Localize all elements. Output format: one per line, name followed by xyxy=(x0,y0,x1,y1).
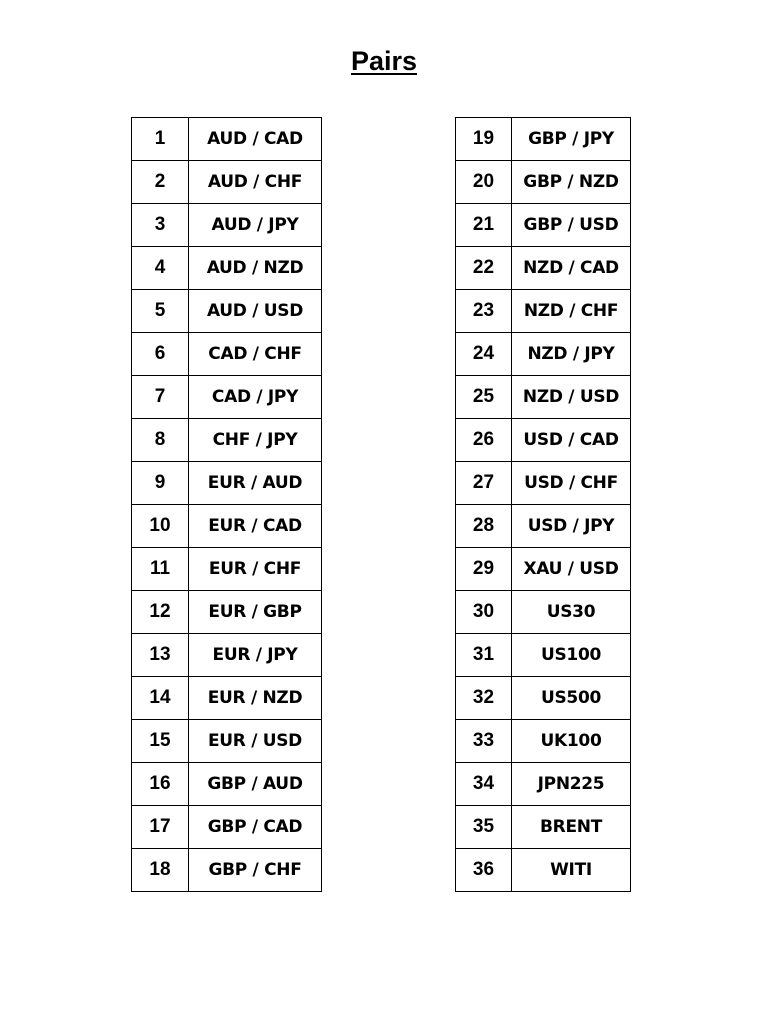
table-row xyxy=(456,505,631,548)
table-row xyxy=(456,118,631,161)
pair-name: EUR / JPY xyxy=(189,634,322,677)
pair-name: EUR / AUD xyxy=(189,462,322,505)
row-number: 34 xyxy=(456,763,512,806)
table-row xyxy=(132,591,322,634)
row-number: 31 xyxy=(456,634,512,677)
pair-name: GBP / CAD xyxy=(189,806,322,849)
pair-name: CHF / JPY xyxy=(189,419,322,462)
row-number: 10 xyxy=(132,505,189,548)
pair-name: GBP / JPY xyxy=(512,118,631,161)
row-number: 26 xyxy=(456,419,512,462)
table-row xyxy=(456,591,631,634)
row-number: 6 xyxy=(132,333,189,376)
pair-name: EUR / CAD xyxy=(189,505,322,548)
pairs-table-left xyxy=(131,117,322,892)
table-row xyxy=(132,161,322,204)
pair-name: GBP / AUD xyxy=(189,763,322,806)
row-number: 28 xyxy=(456,505,512,548)
table-row xyxy=(132,247,322,290)
row-number: 21 xyxy=(456,204,512,247)
table-row xyxy=(132,290,322,333)
pair-name: EUR / GBP xyxy=(189,591,322,634)
pair-name: XAU / USD xyxy=(512,548,631,591)
row-number: 7 xyxy=(132,376,189,419)
row-number: 32 xyxy=(456,677,512,720)
pair-name: GBP / NZD xyxy=(512,161,631,204)
page-title: Pairs xyxy=(350,46,418,76)
table-row xyxy=(456,462,631,505)
table-row xyxy=(132,763,322,806)
table-row xyxy=(132,376,322,419)
table-row xyxy=(132,505,322,548)
table-row xyxy=(132,419,322,462)
row-number: 30 xyxy=(456,591,512,634)
row-number: 17 xyxy=(132,806,189,849)
row-number: 8 xyxy=(132,419,189,462)
pair-name: UK100 xyxy=(512,720,631,763)
table-row xyxy=(132,204,322,247)
table-row xyxy=(132,849,322,892)
pair-name: AUD / CAD xyxy=(189,118,322,161)
pair-name: USD / JPY xyxy=(512,505,631,548)
row-number: 3 xyxy=(132,204,189,247)
pair-name: CAD / JPY xyxy=(189,376,322,419)
pair-name: WITI xyxy=(512,849,631,892)
pair-name: AUD / JPY xyxy=(189,204,322,247)
table-row xyxy=(456,290,631,333)
table-row xyxy=(456,634,631,677)
table-row xyxy=(456,849,631,892)
pair-name: AUD / NZD xyxy=(189,247,322,290)
table-row xyxy=(132,677,322,720)
table-row xyxy=(132,548,322,591)
table-row xyxy=(456,247,631,290)
table-row xyxy=(456,548,631,591)
pair-name: NZD / JPY xyxy=(512,333,631,376)
row-number: 16 xyxy=(132,763,189,806)
row-number: 14 xyxy=(132,677,189,720)
table-row xyxy=(456,763,631,806)
pair-name: USD / CAD xyxy=(512,419,631,462)
pair-name: NZD / CHF xyxy=(512,290,631,333)
table-row xyxy=(456,419,631,462)
table-row xyxy=(132,720,322,763)
table-row xyxy=(132,333,322,376)
row-number: 24 xyxy=(456,333,512,376)
row-number: 5 xyxy=(132,290,189,333)
table-row xyxy=(456,806,631,849)
table-row xyxy=(456,376,631,419)
table-row xyxy=(132,806,322,849)
row-number: 33 xyxy=(456,720,512,763)
row-number: 27 xyxy=(456,462,512,505)
row-number: 36 xyxy=(456,849,512,892)
table-row xyxy=(132,462,322,505)
table-row xyxy=(456,204,631,247)
pair-name: NZD / USD xyxy=(512,376,631,419)
pair-name: AUD / CHF xyxy=(189,161,322,204)
pair-name: US30 xyxy=(512,591,631,634)
pair-name: EUR / NZD xyxy=(189,677,322,720)
table-row xyxy=(132,634,322,677)
pair-name: EUR / USD xyxy=(189,720,322,763)
row-number: 13 xyxy=(132,634,189,677)
row-number: 9 xyxy=(132,462,189,505)
pair-name: EUR / CHF xyxy=(189,548,322,591)
pair-name: NZD / CAD xyxy=(512,247,631,290)
pair-name: JPN225 xyxy=(512,763,631,806)
row-number: 15 xyxy=(132,720,189,763)
row-number: 1 xyxy=(132,118,189,161)
row-number: 4 xyxy=(132,247,189,290)
pair-name: US100 xyxy=(512,634,631,677)
row-number: 29 xyxy=(456,548,512,591)
pair-name: USD / CHF xyxy=(512,462,631,505)
row-number: 12 xyxy=(132,591,189,634)
row-number: 22 xyxy=(456,247,512,290)
row-number: 20 xyxy=(456,161,512,204)
pair-name: GBP / CHF xyxy=(189,849,322,892)
pair-name: BRENT xyxy=(512,806,631,849)
table-row xyxy=(456,161,631,204)
row-number: 25 xyxy=(456,376,512,419)
row-number: 35 xyxy=(456,806,512,849)
table-row xyxy=(456,677,631,720)
table-row xyxy=(456,720,631,763)
pair-name: CAD / CHF xyxy=(189,333,322,376)
row-number: 19 xyxy=(456,118,512,161)
row-number: 11 xyxy=(132,548,189,591)
table-row xyxy=(132,118,322,161)
pair-name: US500 xyxy=(512,677,631,720)
row-number: 23 xyxy=(456,290,512,333)
table-row xyxy=(456,333,631,376)
pairs-table-right xyxy=(455,117,631,892)
row-number: 2 xyxy=(132,161,189,204)
pair-name: AUD / USD xyxy=(189,290,322,333)
row-number: 18 xyxy=(132,849,189,892)
pair-name: GBP / USD xyxy=(512,204,631,247)
